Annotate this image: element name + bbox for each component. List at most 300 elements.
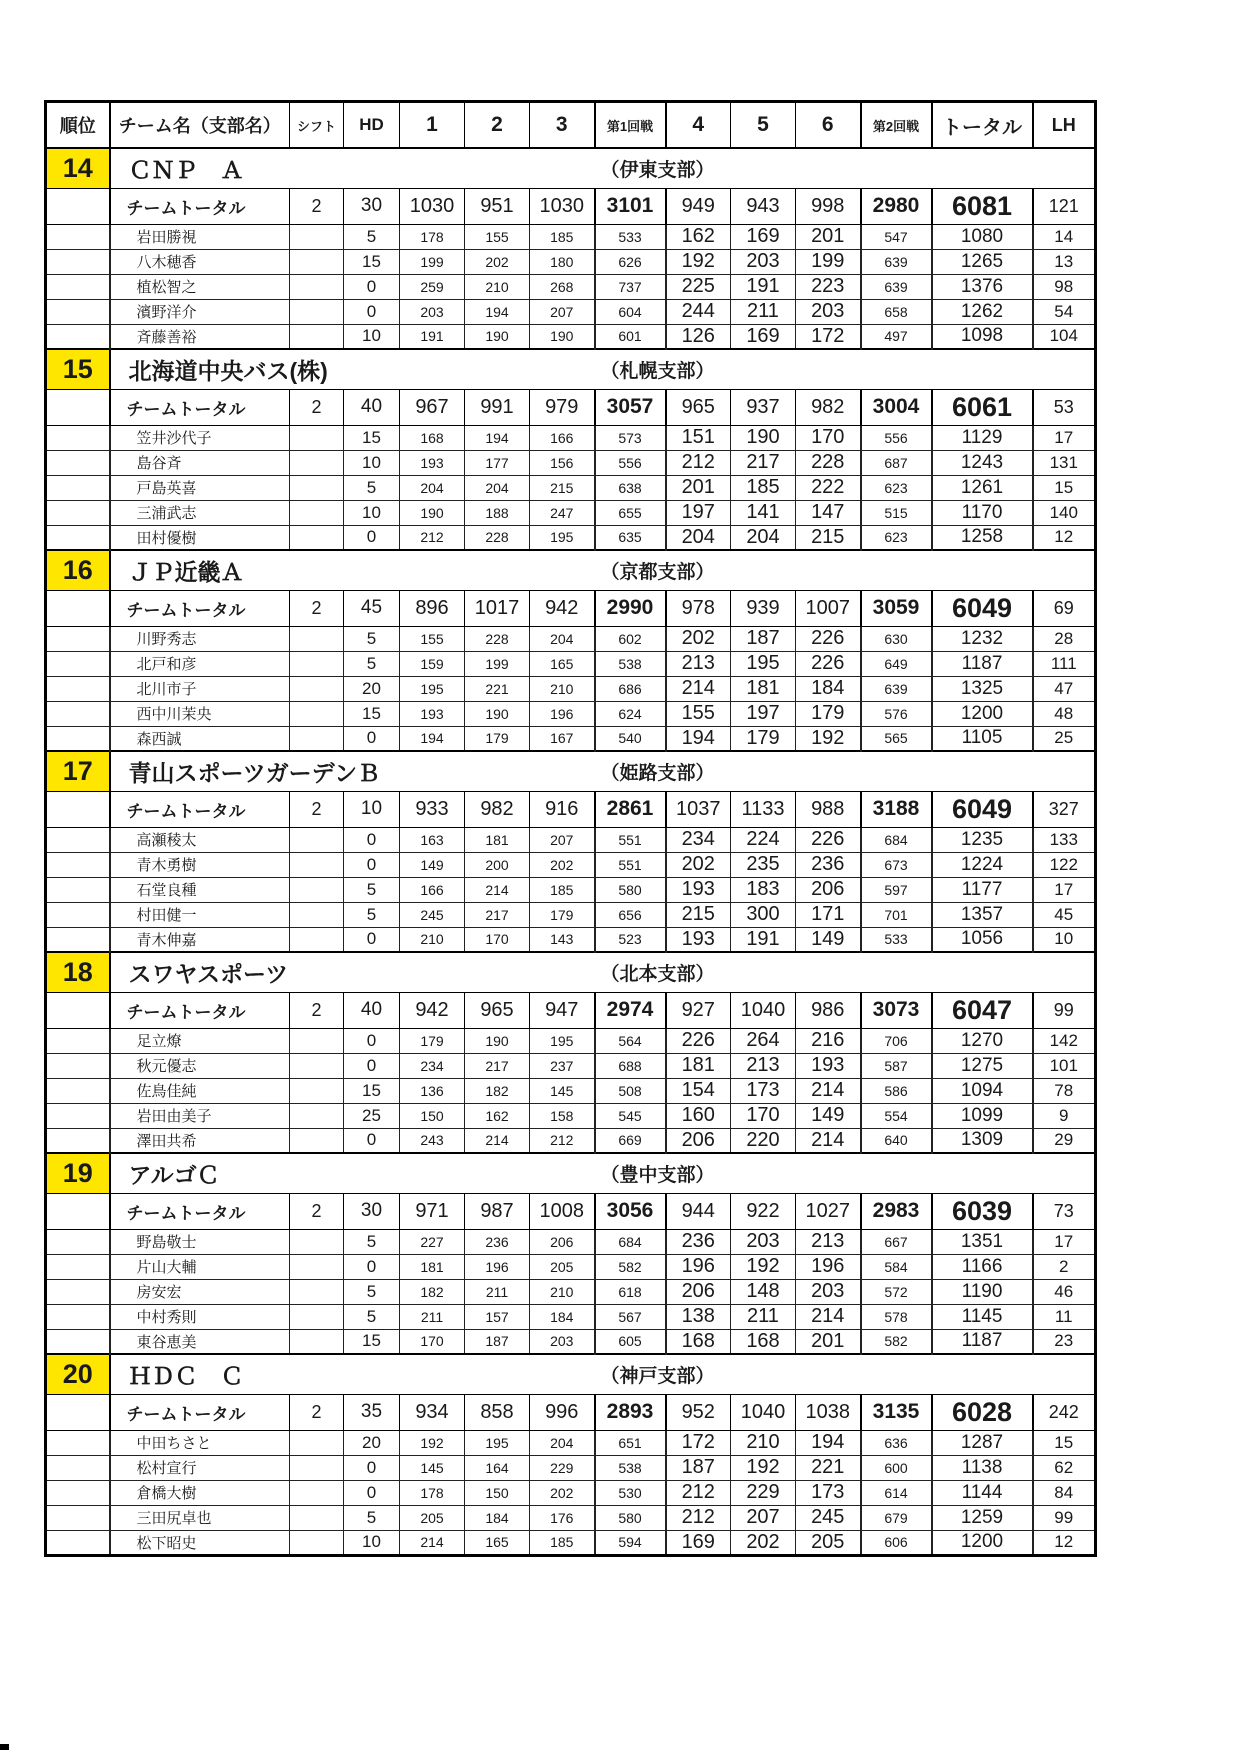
player-cell-total: 1309 <box>932 1128 1033 1153</box>
player-cell-r1: 540 <box>595 726 666 751</box>
player-cell-g3: 210 <box>530 676 595 701</box>
player-cell-g4: 155 <box>666 701 731 726</box>
player-cell-shift <box>290 1053 344 1078</box>
player-cell-g6: 228 <box>796 450 861 475</box>
player-cell-g6: 214 <box>796 1128 861 1153</box>
team-total-cell-hd: 40 <box>344 389 400 425</box>
player-cell-r1: 624 <box>595 701 666 726</box>
team-total-cell-r1: 2990 <box>595 590 666 626</box>
rank-empty-cell <box>46 852 110 877</box>
team-total-cell-g3: 942 <box>530 590 595 626</box>
player-name: 北川市子 <box>110 676 290 701</box>
player-name: 島谷斉 <box>110 450 290 475</box>
player-cell-g3: 185 <box>530 224 595 249</box>
team-header-row <box>46 952 1096 992</box>
player-cell-g4: 162 <box>666 224 731 249</box>
player-cell-shift <box>290 1480 344 1505</box>
rank-empty-cell <box>46 1254 110 1279</box>
team-total-cell-r2: 2983 <box>861 1193 932 1229</box>
rank-badge: 15 <box>46 349 110 389</box>
player-cell-shift <box>290 1078 344 1103</box>
player-row <box>46 877 1096 902</box>
team-total-cell-g3: 947 <box>530 992 595 1028</box>
player-cell-r2: 578 <box>861 1304 932 1329</box>
player-cell-total: 1170 <box>932 500 1033 525</box>
player-cell-shift <box>290 1455 344 1480</box>
player-cell-g6: 196 <box>796 1254 861 1279</box>
team-total-cell-g2: 1017 <box>465 590 530 626</box>
player-cell-total: 1099 <box>932 1103 1033 1128</box>
player-cell-r1: 551 <box>595 827 666 852</box>
player-cell-total: 1200 <box>932 701 1033 726</box>
player-cell-r2: 673 <box>861 852 932 877</box>
team-total-cell-g5: 1040 <box>731 992 796 1028</box>
player-cell-r1: 582 <box>595 1254 666 1279</box>
player-row <box>46 425 1096 450</box>
player-cell-hd: 5 <box>344 224 400 249</box>
player-cell-r2: 679 <box>861 1505 932 1530</box>
player-cell-hd: 0 <box>344 525 400 550</box>
player-cell-lh: 131 <box>1033 450 1096 475</box>
player-cell-g3: 165 <box>530 651 595 676</box>
player-cell-g6: 199 <box>796 249 861 274</box>
player-row <box>46 1279 1096 1304</box>
player-cell-g5: 202 <box>731 1530 796 1555</box>
player-row <box>46 827 1096 852</box>
col-header-r2: 第2回戦 <box>861 102 932 149</box>
player-cell-g1: 205 <box>400 1505 465 1530</box>
player-row <box>46 1455 1096 1480</box>
team-total-cell-lh: 53 <box>1033 389 1096 425</box>
player-row <box>46 902 1096 927</box>
player-cell-shift <box>290 1103 344 1128</box>
player-cell-g5: 195 <box>731 651 796 676</box>
rank-empty-cell <box>46 425 110 450</box>
branch-name: （北本支部） <box>595 952 1096 992</box>
col-header-total: トータル <box>932 102 1033 149</box>
player-cell-g3: 206 <box>530 1229 595 1254</box>
player-name: 川野秀志 <box>110 626 290 651</box>
player-cell-r2: 687 <box>861 450 932 475</box>
player-row <box>46 1103 1096 1128</box>
player-cell-r1: 551 <box>595 852 666 877</box>
rank-empty-cell <box>46 1329 110 1354</box>
player-cell-g5: 141 <box>731 500 796 525</box>
player-cell-g1: 210 <box>400 927 465 952</box>
col-header-g6: 6 <box>796 102 861 149</box>
player-cell-r2: 684 <box>861 827 932 852</box>
team-total-label: チームトータル <box>110 1193 290 1229</box>
team-total-cell-g4: 949 <box>666 188 731 224</box>
player-cell-g5: 185 <box>731 475 796 500</box>
player-cell-total: 1232 <box>932 626 1033 651</box>
player-cell-total: 1259 <box>932 1505 1033 1530</box>
rank-empty-cell <box>46 450 110 475</box>
rank-empty-cell <box>46 475 110 500</box>
team-total-cell-shift: 2 <box>290 188 344 224</box>
player-cell-g4: 204 <box>666 525 731 550</box>
player-cell-lh: 28 <box>1033 626 1096 651</box>
player-cell-shift <box>290 877 344 902</box>
player-cell-g6: 184 <box>796 676 861 701</box>
player-cell-g4: 201 <box>666 475 731 500</box>
team-total-cell-g5: 922 <box>731 1193 796 1229</box>
team-total-cell-g5: 939 <box>731 590 796 626</box>
player-cell-g2: 164 <box>465 1455 530 1480</box>
player-cell-r1: 580 <box>595 1505 666 1530</box>
col-header-g5: 5 <box>731 102 796 149</box>
player-cell-hd: 15 <box>344 1078 400 1103</box>
player-cell-g2: 162 <box>465 1103 530 1128</box>
team-name: 青山スポーツガーデンＢ <box>110 751 595 791</box>
player-cell-g1: 179 <box>400 1028 465 1053</box>
player-cell-shift <box>290 902 344 927</box>
player-cell-lh: 25 <box>1033 726 1096 751</box>
player-row <box>46 450 1096 475</box>
player-cell-r2: 623 <box>861 525 932 550</box>
team-total-cell-g1: 971 <box>400 1193 465 1229</box>
col-header-shift: シフト <box>290 102 344 149</box>
player-cell-g2: 188 <box>465 500 530 525</box>
team-total-cell-total: 6049 <box>932 791 1033 827</box>
player-cell-total: 1138 <box>932 1455 1033 1480</box>
player-cell-total: 1275 <box>932 1053 1033 1078</box>
player-cell-g6: 149 <box>796 1103 861 1128</box>
table-header <box>46 102 1096 149</box>
player-cell-g2: 155 <box>465 224 530 249</box>
player-cell-g2: 195 <box>465 1430 530 1455</box>
rank-empty-cell <box>46 274 110 299</box>
player-cell-hd: 0 <box>344 927 400 952</box>
player-cell-g4: 169 <box>666 1530 731 1555</box>
team-total-cell-total: 6049 <box>932 590 1033 626</box>
player-cell-g2: 221 <box>465 676 530 701</box>
player-name: 野島敬士 <box>110 1229 290 1254</box>
player-cell-shift <box>290 450 344 475</box>
player-cell-r1: 686 <box>595 676 666 701</box>
table-body <box>46 148 1096 1555</box>
player-cell-hd: 0 <box>344 827 400 852</box>
rank-empty-cell <box>46 500 110 525</box>
player-cell-shift <box>290 324 344 349</box>
player-cell-g1: 245 <box>400 902 465 927</box>
col-header-g1: 1 <box>400 102 465 149</box>
player-cell-g1: 212 <box>400 525 465 550</box>
player-cell-hd: 5 <box>344 1304 400 1329</box>
team-total-row <box>46 389 1096 425</box>
player-cell-r2: 667 <box>861 1229 932 1254</box>
player-cell-g4: 212 <box>666 1505 731 1530</box>
col-header-lh: LH <box>1033 102 1096 149</box>
player-cell-g1: 145 <box>400 1455 465 1480</box>
rank-badge: 18 <box>46 952 110 992</box>
player-cell-hd: 15 <box>344 425 400 450</box>
player-cell-r1: 638 <box>595 475 666 500</box>
player-cell-total: 1187 <box>932 651 1033 676</box>
player-cell-g3: 195 <box>530 525 595 550</box>
team-total-cell-lh: 99 <box>1033 992 1096 1028</box>
player-cell-r1: 651 <box>595 1430 666 1455</box>
player-cell-g2: 217 <box>465 902 530 927</box>
team-total-cell-g1: 933 <box>400 791 465 827</box>
player-cell-g3: 156 <box>530 450 595 475</box>
team-total-cell-hd: 30 <box>344 1193 400 1229</box>
team-name: ＣＮＰ Ａ <box>110 148 595 188</box>
player-cell-r2: 582 <box>861 1329 932 1354</box>
player-cell-g3: 167 <box>530 726 595 751</box>
team-total-row <box>46 590 1096 626</box>
player-cell-g5: 190 <box>731 425 796 450</box>
player-row <box>46 1530 1096 1555</box>
col-header-rank: 順位 <box>46 102 110 149</box>
player-cell-shift <box>290 651 344 676</box>
player-cell-r2: 572 <box>861 1279 932 1304</box>
player-cell-g6: 206 <box>796 877 861 902</box>
player-cell-g2: 214 <box>465 1128 530 1153</box>
rank-empty-cell <box>46 188 110 224</box>
team-total-cell-g6: 988 <box>796 791 861 827</box>
rank-badge: 20 <box>46 1354 110 1394</box>
player-cell-total: 1287 <box>932 1430 1033 1455</box>
player-cell-lh: 29 <box>1033 1128 1096 1153</box>
player-cell-lh: 13 <box>1033 249 1096 274</box>
team-total-cell-total: 6047 <box>932 992 1033 1028</box>
player-cell-g4: 226 <box>666 1028 731 1053</box>
player-cell-g4: 206 <box>666 1279 731 1304</box>
player-cell-total: 1261 <box>932 475 1033 500</box>
player-cell-g3: 176 <box>530 1505 595 1530</box>
player-cell-total: 1190 <box>932 1279 1033 1304</box>
player-cell-r1: 538 <box>595 1455 666 1480</box>
player-cell-g1: 136 <box>400 1078 465 1103</box>
player-cell-g4: 187 <box>666 1455 731 1480</box>
player-cell-g1: 243 <box>400 1128 465 1153</box>
player-cell-total: 1325 <box>932 676 1033 701</box>
player-name: 青木勇樹 <box>110 852 290 877</box>
player-row <box>46 500 1096 525</box>
team-total-cell-hd: 30 <box>344 188 400 224</box>
player-cell-g3: 237 <box>530 1053 595 1078</box>
team-header-row <box>46 1153 1096 1193</box>
team-total-cell-g6: 982 <box>796 389 861 425</box>
col-header-hd: HD <box>344 102 400 149</box>
player-cell-g3: 203 <box>530 1329 595 1354</box>
player-row <box>46 701 1096 726</box>
player-row <box>46 274 1096 299</box>
player-cell-shift <box>290 626 344 651</box>
player-row <box>46 249 1096 274</box>
player-cell-g2: 181 <box>465 827 530 852</box>
player-cell-lh: 17 <box>1033 1229 1096 1254</box>
player-cell-g4: 196 <box>666 1254 731 1279</box>
rank-empty-cell <box>46 1078 110 1103</box>
player-cell-g4: 215 <box>666 902 731 927</box>
team-total-cell-g5: 1133 <box>731 791 796 827</box>
team-total-cell-g1: 896 <box>400 590 465 626</box>
player-cell-g3: 205 <box>530 1254 595 1279</box>
page-corner-mark <box>0 1744 9 1750</box>
player-row <box>46 852 1096 877</box>
team-header-row <box>46 349 1096 389</box>
player-cell-r2: 630 <box>861 626 932 651</box>
player-cell-g6: 215 <box>796 525 861 550</box>
player-cell-g5: 264 <box>731 1028 796 1053</box>
player-cell-r1: 635 <box>595 525 666 550</box>
team-total-row <box>46 1193 1096 1229</box>
player-cell-g1: 193 <box>400 701 465 726</box>
player-cell-g3: 145 <box>530 1078 595 1103</box>
player-cell-r1: 580 <box>595 877 666 902</box>
player-cell-g2: 179 <box>465 726 530 751</box>
player-cell-g2: 194 <box>465 299 530 324</box>
player-name: 田村優樹 <box>110 525 290 550</box>
player-cell-g6: 149 <box>796 927 861 952</box>
player-cell-g1: 227 <box>400 1229 465 1254</box>
player-name: 房安宏 <box>110 1279 290 1304</box>
player-cell-g6: 213 <box>796 1229 861 1254</box>
player-cell-hd: 0 <box>344 1028 400 1053</box>
player-row <box>46 676 1096 701</box>
player-cell-g3: 202 <box>530 1480 595 1505</box>
player-row <box>46 1430 1096 1455</box>
player-cell-lh: 140 <box>1033 500 1096 525</box>
player-name: 三浦武志 <box>110 500 290 525</box>
player-cell-r1: 669 <box>595 1128 666 1153</box>
player-cell-g5: 179 <box>731 726 796 751</box>
team-total-cell-g3: 979 <box>530 389 595 425</box>
player-cell-g2: 177 <box>465 450 530 475</box>
player-cell-g5: 203 <box>731 249 796 274</box>
player-cell-g6: 222 <box>796 475 861 500</box>
rank-empty-cell <box>46 827 110 852</box>
player-cell-hd: 5 <box>344 626 400 651</box>
player-cell-total: 1224 <box>932 852 1033 877</box>
team-total-cell-g5: 937 <box>731 389 796 425</box>
team-total-cell-shift: 2 <box>290 389 344 425</box>
player-cell-g1: 166 <box>400 877 465 902</box>
team-total-cell-g6: 1038 <box>796 1394 861 1430</box>
player-cell-total: 1080 <box>932 224 1033 249</box>
team-total-cell-g4: 965 <box>666 389 731 425</box>
player-cell-g2: 190 <box>465 701 530 726</box>
player-row <box>46 1480 1096 1505</box>
player-name: 足立燎 <box>110 1028 290 1053</box>
player-cell-total: 1094 <box>932 1078 1033 1103</box>
player-cell-g6: 216 <box>796 1028 861 1053</box>
player-cell-g1: 149 <box>400 852 465 877</box>
player-name: 中村秀則 <box>110 1304 290 1329</box>
player-name: 岩田勝視 <box>110 224 290 249</box>
player-cell-r1: 626 <box>595 249 666 274</box>
player-cell-g6: 223 <box>796 274 861 299</box>
player-row <box>46 1505 1096 1530</box>
player-cell-r1: 688 <box>595 1053 666 1078</box>
player-row <box>46 1254 1096 1279</box>
player-cell-total: 1187 <box>932 1329 1033 1354</box>
team-total-cell-g5: 943 <box>731 188 796 224</box>
player-cell-g3: 204 <box>530 1430 595 1455</box>
team-header-row <box>46 751 1096 791</box>
team-total-cell-total: 6039 <box>932 1193 1033 1229</box>
player-cell-g5: 235 <box>731 852 796 877</box>
team-total-cell-shift: 2 <box>290 1394 344 1430</box>
player-cell-r1: 602 <box>595 626 666 651</box>
player-cell-lh: 111 <box>1033 651 1096 676</box>
player-name: 濱野洋介 <box>110 299 290 324</box>
player-cell-hd: 5 <box>344 1279 400 1304</box>
team-total-cell-r2: 3135 <box>861 1394 932 1430</box>
player-cell-g1: 194 <box>400 726 465 751</box>
player-cell-shift <box>290 1128 344 1153</box>
col-header-name: チーム名（支部名） <box>110 102 290 149</box>
team-total-cell-g1: 942 <box>400 992 465 1028</box>
player-name: 中田ちさと <box>110 1430 290 1455</box>
player-cell-g3: 212 <box>530 1128 595 1153</box>
player-cell-hd: 15 <box>344 249 400 274</box>
team-total-label: チームトータル <box>110 590 290 626</box>
col-header-r1: 第1回戦 <box>595 102 666 149</box>
team-total-row <box>46 992 1096 1028</box>
team-name: ＪＰ近畿Ａ <box>110 550 595 590</box>
player-cell-g6: 147 <box>796 500 861 525</box>
player-cell-hd: 0 <box>344 1053 400 1078</box>
team-name: 北海道中央バス(株) <box>110 349 595 389</box>
player-cell-total: 1200 <box>932 1530 1033 1555</box>
team-total-cell-g4: 978 <box>666 590 731 626</box>
team-total-cell-g1: 934 <box>400 1394 465 1430</box>
player-cell-lh: 15 <box>1033 475 1096 500</box>
player-cell-hd: 20 <box>344 1430 400 1455</box>
player-cell-shift <box>290 1229 344 1254</box>
player-cell-g3: 179 <box>530 902 595 927</box>
player-cell-r1: 530 <box>595 1480 666 1505</box>
player-cell-g5: 169 <box>731 224 796 249</box>
team-total-cell-g6: 986 <box>796 992 861 1028</box>
player-cell-g4: 151 <box>666 425 731 450</box>
player-cell-r1: 655 <box>595 500 666 525</box>
player-cell-g5: 191 <box>731 927 796 952</box>
player-cell-hd: 10 <box>344 450 400 475</box>
player-cell-g5: 169 <box>731 324 796 349</box>
branch-name: （豊中支部） <box>595 1153 1096 1193</box>
player-cell-shift <box>290 676 344 701</box>
player-cell-shift <box>290 927 344 952</box>
player-cell-lh: 122 <box>1033 852 1096 877</box>
player-cell-g4: 212 <box>666 1480 731 1505</box>
player-name: 佐鳥佳純 <box>110 1078 290 1103</box>
branch-name: （神戸支部） <box>595 1354 1096 1394</box>
player-row <box>46 726 1096 751</box>
player-cell-lh: 17 <box>1033 425 1096 450</box>
player-cell-shift <box>290 475 344 500</box>
player-cell-total: 1265 <box>932 249 1033 274</box>
player-cell-r2: 639 <box>861 274 932 299</box>
col-header-g2: 2 <box>465 102 530 149</box>
player-row <box>46 1078 1096 1103</box>
player-cell-total: 1144 <box>932 1480 1033 1505</box>
player-cell-g3: 185 <box>530 1530 595 1555</box>
player-name: 松下昭史 <box>110 1530 290 1555</box>
team-header-row <box>46 148 1096 188</box>
player-cell-total: 1258 <box>932 525 1033 550</box>
player-row <box>46 1229 1096 1254</box>
player-cell-lh: 78 <box>1033 1078 1096 1103</box>
team-total-label: チームトータル <box>110 992 290 1028</box>
player-name: 戸島英喜 <box>110 475 290 500</box>
player-cell-g6: 226 <box>796 651 861 676</box>
rank-empty-cell <box>46 224 110 249</box>
team-total-cell-g2: 965 <box>465 992 530 1028</box>
